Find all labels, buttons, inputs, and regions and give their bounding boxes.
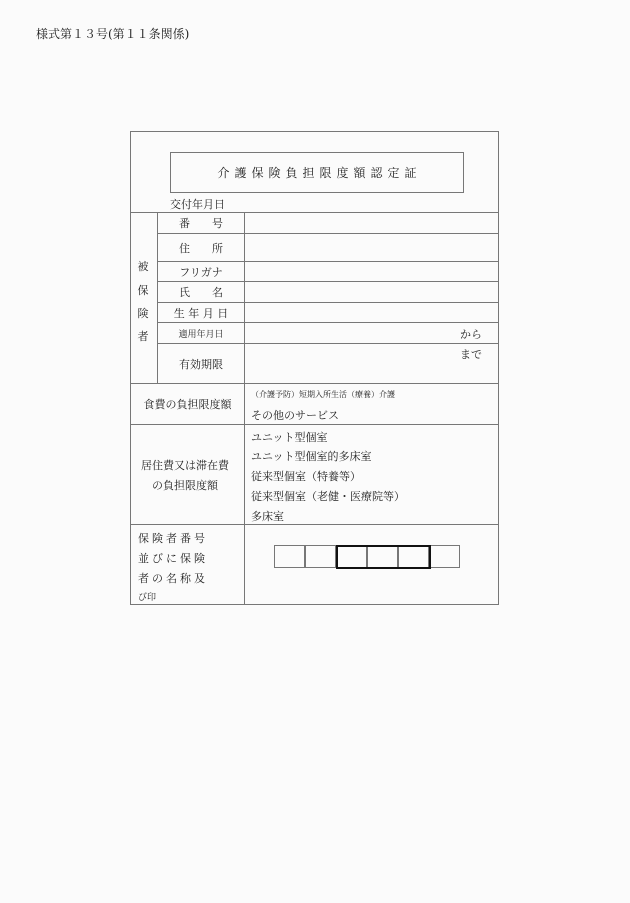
effective-date-label: 適用年月日 bbox=[178, 329, 224, 340]
insured-label-char: 険 bbox=[137, 307, 149, 320]
insured-label-char: 保 bbox=[137, 284, 149, 297]
residence-cost-item: 従来型個室（特養等） bbox=[251, 470, 361, 483]
number-label: 番 号 bbox=[179, 217, 223, 230]
certificate-title: 介護保険負担限度額認定証 bbox=[217, 166, 422, 180]
number-field[interactable] bbox=[245, 213, 499, 233]
name-label: 氏 名 bbox=[179, 286, 223, 299]
residence-cost-item: ユニット型個室 bbox=[251, 431, 328, 444]
residence-cost-label-line2: の負担限度額 bbox=[152, 479, 218, 492]
food-cost-label: 食費の負担限度額 bbox=[143, 398, 232, 411]
name-field[interactable] bbox=[245, 282, 499, 302]
insurer-label-line: 者の名称及 bbox=[138, 572, 208, 585]
expiry-label: 有効期限 bbox=[179, 357, 223, 371]
issue-date-label: 交付年月日 bbox=[170, 198, 225, 211]
divider bbox=[130, 424, 499, 425]
insurer-label-line: び印 bbox=[138, 593, 157, 603]
insurer-number-box[interactable] bbox=[429, 545, 460, 568]
address-field[interactable] bbox=[245, 234, 499, 261]
residence-cost-item: ユニット型個室的多床室 bbox=[251, 450, 372, 463]
until-suffix: まで bbox=[460, 348, 482, 361]
food-cost-item: （介護予防）短期入所生活（療養）介護 bbox=[251, 390, 395, 399]
insurer-label-line: 並びに保険 bbox=[138, 552, 208, 565]
residence-cost-item: 多床室 bbox=[251, 510, 284, 523]
insurer-label-line: 保険者番号 bbox=[138, 532, 208, 545]
birthdate-label: 生 年 月 日 bbox=[173, 306, 229, 320]
divider bbox=[130, 524, 499, 525]
furigana-field[interactable] bbox=[245, 262, 499, 281]
residence-cost-label-line1: 居住費又は滞在費 bbox=[141, 459, 229, 472]
residence-cost-item: 従来型個室（老健・医療院等） bbox=[251, 490, 405, 503]
food-cost-item: その他のサービス bbox=[251, 409, 339, 422]
from-suffix: から bbox=[460, 328, 482, 341]
birthdate-field[interactable] bbox=[245, 303, 499, 322]
address-label: 住 所 bbox=[179, 241, 223, 255]
insurer-number-box[interactable] bbox=[274, 545, 305, 568]
insurer-number-highlight bbox=[336, 545, 431, 569]
furigana-label: フリガナ bbox=[179, 265, 223, 279]
form-identifier: 様式第１３号(第１１条関係) bbox=[36, 27, 190, 41]
insurer-number-box[interactable] bbox=[305, 545, 336, 568]
insured-label-char: 被 bbox=[137, 260, 149, 273]
insured-label-char: 者 bbox=[137, 330, 149, 343]
certificate-title-box bbox=[170, 152, 464, 193]
